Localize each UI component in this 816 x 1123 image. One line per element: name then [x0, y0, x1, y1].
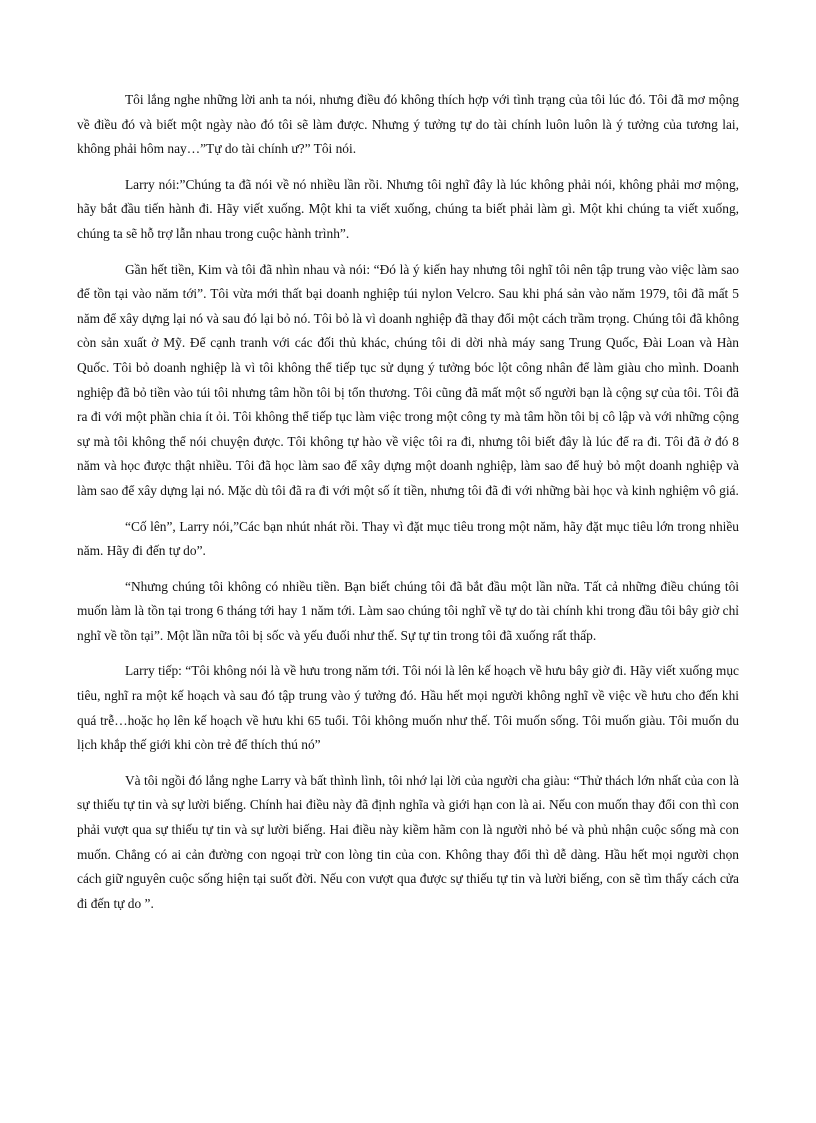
document-page — [77, 88, 739, 927]
paragraph-4: “Cố lên”, Larry nói,”Các bạn nhút nhát rồi. Thay vì đặt mục tiêu trong một năm, hãy đặt mục tiêu lớn trong nhiều năm. Hãy đi đến tự do”. — [77, 518, 739, 559]
paragraph-1: Tôi lắng nghe những lời anh ta nói, nhưng điều đó không thích hợp với tình trạng của tôi lúc đó. Tôi đã mơ mộng về điều đó và biết một ngày nào đó tôi sẽ làm được. Nhưng ý tưởng tự do tài chính luôn luôn là ý tưởng của tương lai, không phải hôm nay…”Tự do tài chính ư?” Tôi nói. — [77, 92, 739, 157]
paragraph-2: Larry nói:”Chúng ta đã nói về nó nhiều lần rồi. Nhưng tôi nghĩ đây là lúc không phải nói, không phải mơ mộng, hãy bắt đầu tiến hành đi. Hãy viết xuống. Một khi ta viết xuống, chúng ta biết phải làm gì. Một khi chúng ta viết xuống, chúng ta sẽ hỗ trợ lẫn nhau trong cuộc hành trình”. — [77, 176, 739, 241]
paragraph-3: Gần hết tiền, Kim và tôi đã nhìn nhau và nói: “Đó là ý kiến hay nhưng tôi nghĩ tôi nên tập trung vào việc làm sao để tồn tại vào năm tới”. Tôi vừa mới thất bại doanh nghiệp túi nylon Velcro. Sau khi phá sản vào năm 1979, tôi đã mất 5 năm để xây dựng lại nó và sau đó lại bỏ nó. Tôi bỏ là vì doanh nghiệp đã thay đổi một cách trầm trọng. Chúng tôi đã không còn sản xuất ở Mỹ. Để cạnh tranh với các đối thủ khác, chúng tôi di dời nhà máy sang Trung Quốc, Đài Loan và Hàn Quốc. Tôi bỏ doanh nghiệp là vì tôi không thể tiếp tục sử dụng ý tưởng bóc lột công nhân để làm giàu cho mình. Doanh nghiệp đã bỏ tiền vào túi tôi nhưng tâm hồn tôi bị tổn thương. Tôi cũng đã mất một số người bạn là cộng sự của tôi. Tôi đã ra đi với một phần chia ít ỏi. Tôi không thể tiếp tục làm việc trong một công ty mà tâm hồn tôi bị cô lập và với những cộng sự mà tôi không thể nói chuyện được. Tôi không tự hào về việc tôi ra đi, nhưng tôi biết đây là lúc để ra đi. Tôi đã ở đó 8 năm và học được thật nhiều. Tôi đã học làm sao để xây dựng một doanh nghiệp, làm sao để huỷ bỏ một doanh nghiệp và làm sao để xây dựng lại nó. Mặc dù tôi đã ra đi với một số ít tiền, nhưng tôi đã đi với những bài học và kinh nghiệm vô giá. — [77, 261, 739, 498]
paragraph-5: “Nhưng chúng tôi không có nhiều tiền. Bạn biết chúng tôi đã bắt đầu một lần nữa. Tất cả những điều chúng tôi muốn làm là tồn tại trong 6 tháng tới hay 1 năm tới. Làm sao chúng tôi nghĩ về tự do tài chính khi trong đầu tôi bây giờ chỉ nghĩ về tồn tại”. Một lần nữa tôi bị sốc và yếu đuối như thế. Sự tự tin trong tôi đã xuống rất thấp. — [77, 578, 739, 643]
paragraph-7: Và tôi ngồi đó lắng nghe Larry và bất thình lình, tôi nhớ lại lời của người cha giàu: “Thử thách lớn nhất của con là sự thiếu tự tin và sự lười biếng. Chính hai điều này đã định nghĩa và giới hạn con là ai. Nếu con muốn thay đổi con thì con phải vượt qua sự thiếu tự tin và sự lười biếng. Hai điều này kiềm hãm con là người nhỏ bé và phủ nhận cuộc sống mà con muốn. Chẳng có ai cản đường con ngoại trừ con lòng tin của con. Không thay đổi thì dễ dàng. Hầu hết mọi người chọn cách giữ nguyên cuộc sống hiện tại suốt đời. Nếu con vượt qua được sự thiếu tự tin và lười biếng, con sẽ tìm thấy cách cửa đi đến tự do ”. — [77, 772, 739, 911]
paragraph-6: Larry tiếp: “Tôi không nói là về hưu trong năm tới. Tôi nói là lên kế hoạch về hưu bây giờ đi. Hãy viết xuống mục tiêu, nghĩ ra một kế hoạch và sau đó tập trung vào ý tưởng đó. Hầu hết mọi người không nghĩ về việc về hưu cho đến khi quá trễ…hoặc họ lên kế hoạch về hưu khi 65 tuổi. Tôi không muốn như thế. Tôi muốn sống. Tôi muốn giàu. Tôi muốn du lịch khắp thế giới khi còn trẻ để thích thú nó” — [77, 663, 739, 753]
